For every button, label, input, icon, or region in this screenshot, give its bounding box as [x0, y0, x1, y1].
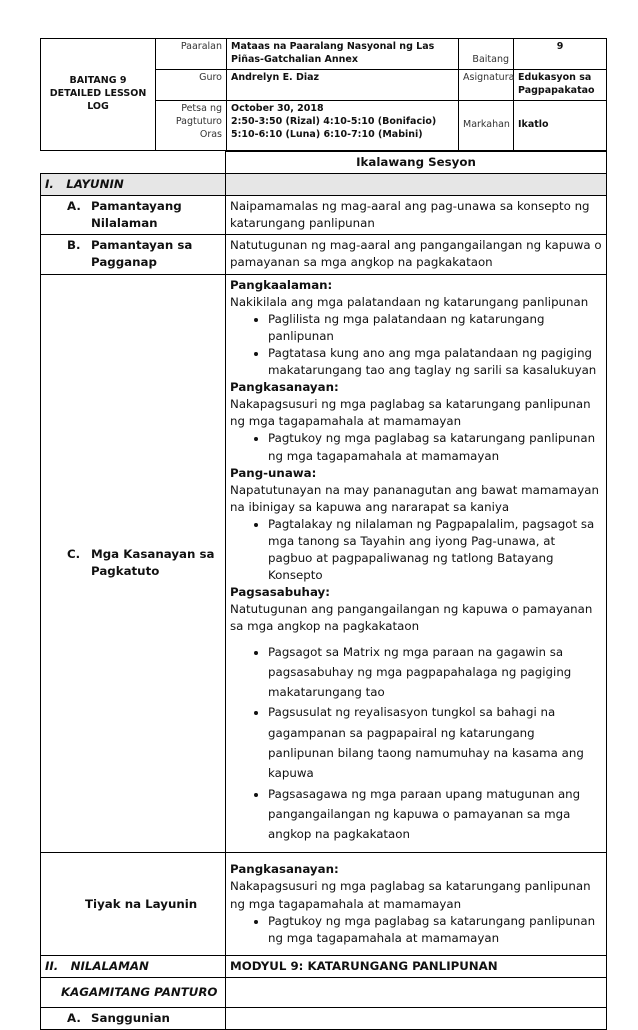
tiyak-list: [230, 913, 602, 947]
pang-unawa-text: Napatutunayan na may pananagutan ang bawat mamamayan na ibinigay sa kapuwa ang nararapat sa kaniya: [230, 482, 599, 514]
pamantayan-sa-pagganap-text: Natutugunan ng mag-aaral ang pangangailangan ng kapuwa o pamayanan sa mga angkop na pagkakataon: [226, 235, 607, 274]
markahan-label: Markahan: [459, 101, 514, 151]
tiyak-na-layunin-label: Tiyak na Layunin: [41, 853, 226, 955]
petsa-schedule-2: 5:10-6:10 (Luna) 6:10-7:10 (Mabini): [231, 128, 423, 140]
pagsasabuhay-list: [230, 642, 602, 845]
nilalaman-value: MODYUL 9: KATARUNGANG PANLIPUNAN: [226, 955, 607, 977]
pangkasanayan-title: Pangkasanayan:: [230, 380, 339, 395]
list-item: • Pagtatasa kung ano ang mga palatandaan ng pagiging makatarungang tao ang taglay ng sarili sa kasalukuyan: [268, 345, 602, 379]
layunin-num: I.: [45, 177, 54, 192]
list-item: • Pagtalakay ng nilalaman ng Pagpapalalim, pagsagot sa mga tanong sa Tayahin ang iyong Pag-unawa, at pagbuo at pagpapaliwanag ng tatlong Batayang Konsepto: [268, 516, 602, 584]
pagsasabuhay-title: Pagsasabuhay:: [230, 585, 330, 600]
kasanayan-label: C. Mga Kasanayan sa Pagkatuto: [41, 274, 226, 853]
guro-label: Guro: [156, 70, 227, 101]
pangkaalaman-list: [230, 311, 602, 379]
asignatura-value: Edukasyon sa Pagpapakatao: [514, 70, 607, 101]
sanggunian-label: A. Sanggunian: [41, 1007, 226, 1029]
markahan-value: Ikatlo: [514, 101, 607, 151]
list-item: • Pagtukoy ng mga paglabag sa katarungang panlipunan ng mga tagapamahala at mamamayan: [268, 913, 602, 947]
tiyak-title: Pangkasanayan:: [230, 862, 339, 877]
petsa-date: October 30, 2018: [231, 103, 324, 114]
petsa-label: Petsa ng Pagtuturo Oras: [156, 101, 227, 151]
pamantayang-nilalaman-text: Naipamamalas ng mag-aaral ang pag-unawa sa konsepto ng katarungang panlipunan: [226, 196, 607, 235]
nilalaman-label: NILALAMAN: [70, 958, 149, 973]
paaralan-value: Mataas na Paaralang Nasyonal ng Las Piñas-Gatchalian Annex: [227, 39, 459, 70]
layunin-heading: [41, 174, 226, 196]
tiyak-na-layunin-content: [226, 853, 607, 955]
pang-unawa-title: Pang-unawa:: [230, 465, 317, 480]
pamantayang-nilalaman-label: A. Pamantayang Nilalaman: [41, 196, 226, 235]
list-item: • Pagtukoy ng mga paglabag sa katarungang panlipunan ng mga tagapamahala at mamamayan: [268, 430, 602, 464]
paaralan-label: Paaralan: [156, 39, 227, 70]
baitang-label: Baitang: [459, 39, 514, 70]
tiyak-text: Nakapagsusuri ng mga paglabag sa katarungang panlipunan ng mga tagapamahala at mamamayan: [230, 879, 591, 911]
list-item: • Pagsasagawa ng mga paraan upang matugunan ang pangangailangan ng kapuwa o pamayanan sa mga angkop na pagkakataon: [268, 784, 602, 845]
pangkaalaman-text: Nakikilala ang mga palatandaan ng katarungang panlipunan: [230, 294, 589, 309]
layunin-label: LAYUNIN: [66, 177, 124, 192]
guro-value: Andrelyn E. Diaz: [227, 70, 459, 101]
header-table: [40, 38, 607, 151]
nilalaman-num: II.: [45, 958, 59, 973]
lesson-table: [40, 151, 607, 1030]
list-item: • Paglilista ng mga palatandaan ng katarungang panlipunan: [268, 311, 602, 345]
session-title: Ikalawang Sesyon: [226, 152, 607, 174]
list-item: • Pagsagot sa Matrix ng mga paraan na gagawin sa pagsasabuhay ng mga pagpapahalaga ng pagiging makatarungang tao: [268, 642, 602, 703]
pangkasanayan-text: Nakapagsusuri ng mga paglabag sa katarungang panlipunan ng mga tagapamahala at mamamayan: [230, 397, 591, 429]
pangkaalaman-title: Pangkaalaman:: [230, 277, 333, 292]
petsa-schedule-1: 2:50-3:50 (Rizal) 4:10-5:10 (Bonifacio): [231, 115, 437, 127]
pang-unawa-list: [230, 516, 602, 584]
kasanayan-content: [226, 274, 607, 853]
asignatura-label: Asignatura: [459, 70, 514, 101]
pagsasabuhay-text: Natutugunan ang pangangailangan ng kapuwa o pamayanan sa mga angkop na pagkakataon: [230, 602, 593, 634]
kagamitan-label: KAGAMITANG PANTURO: [41, 977, 226, 1007]
nilalaman-heading: [41, 955, 226, 977]
pangkasanayan-list: [230, 430, 602, 464]
lesson-log-title: BAITANG 9 DETAILED LESSON LOG: [41, 39, 156, 151]
pamantayan-sa-pagganap-label: B. Pamantayan sa Pagganap: [41, 235, 226, 274]
list-item: • Pagsusulat ng reyalisasyon tungkol sa bahagi na gagampanan sa pagpapairal ng katarungang panlipunan bilang taong namumuhay na kasama ang kapuwa: [268, 702, 602, 783]
petsa-value: [227, 101, 459, 151]
baitang-value: 9: [514, 39, 607, 70]
